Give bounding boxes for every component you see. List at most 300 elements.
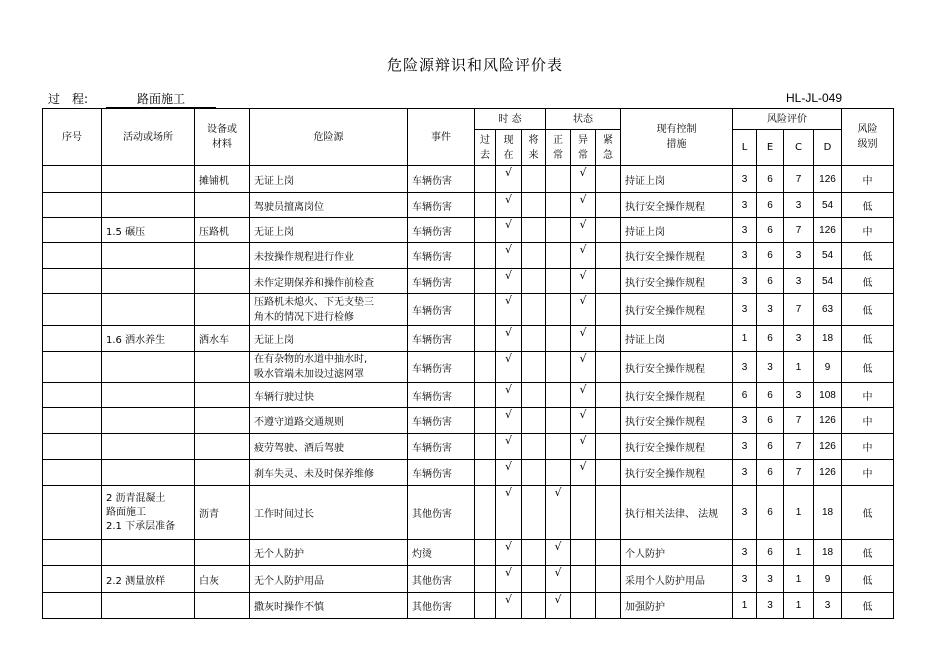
cell-event: 车辆伤害 bbox=[408, 269, 475, 294]
cell-hazard: 无证上岗 bbox=[250, 326, 408, 352]
cell-past bbox=[475, 540, 496, 566]
cell-now: √ bbox=[496, 383, 522, 408]
cell-past bbox=[475, 326, 496, 352]
cell-abnormal: √ bbox=[571, 383, 596, 408]
cell-activity: 1.6 洒水养生 bbox=[102, 326, 195, 352]
cell-emergency bbox=[596, 218, 621, 243]
table-row bbox=[43, 269, 894, 294]
cell-normal bbox=[546, 352, 571, 383]
cell-e: 3 bbox=[757, 566, 784, 593]
table-row bbox=[43, 434, 894, 460]
cell-event: 车辆伤害 bbox=[408, 434, 475, 460]
cell-e: 6 bbox=[757, 460, 784, 486]
cell-emergency bbox=[596, 193, 621, 218]
cell-future bbox=[522, 294, 546, 326]
cell-normal: √ bbox=[546, 486, 571, 540]
cell-abnormal bbox=[571, 540, 596, 566]
cell-now: √ bbox=[496, 593, 522, 619]
cell-event: 车辆伤害 bbox=[408, 243, 475, 269]
document-code: HL-JL-049 bbox=[786, 91, 843, 105]
cell-seq bbox=[43, 326, 102, 352]
cell-e: 6 bbox=[757, 218, 784, 243]
cell-seq bbox=[43, 540, 102, 566]
cell-equipment bbox=[195, 383, 250, 408]
cell-control: 个人防护 bbox=[621, 540, 733, 566]
cell-event: 车辆伤害 bbox=[408, 460, 475, 486]
cell-event: 灼烫 bbox=[408, 540, 475, 566]
header-future: 将 来 bbox=[522, 130, 546, 166]
cell-normal bbox=[546, 243, 571, 269]
cell-l: 3 bbox=[733, 486, 757, 540]
cell-activity bbox=[102, 294, 195, 326]
cell-normal: √ bbox=[546, 566, 571, 593]
cell-past bbox=[475, 383, 496, 408]
cell-seq bbox=[43, 193, 102, 218]
cell-future bbox=[522, 383, 546, 408]
table-row bbox=[43, 166, 894, 193]
table-row bbox=[43, 383, 894, 408]
cell-normal bbox=[546, 434, 571, 460]
cell-d: 54 bbox=[814, 193, 842, 218]
header-emergency: 紧 急 bbox=[596, 130, 621, 166]
cell-seq bbox=[43, 486, 102, 540]
cell-past bbox=[475, 593, 496, 619]
cell-d: 3 bbox=[814, 593, 842, 619]
cell-c: 3 bbox=[784, 383, 814, 408]
cell-c: 1 bbox=[784, 486, 814, 540]
table-row bbox=[43, 352, 894, 383]
cell-normal bbox=[546, 383, 571, 408]
cell-past bbox=[475, 218, 496, 243]
cell-seq bbox=[43, 383, 102, 408]
cell-control: 执行安全操作规程 bbox=[621, 193, 733, 218]
cell-normal bbox=[546, 193, 571, 218]
cell-emergency bbox=[596, 352, 621, 383]
cell-level: 低 bbox=[842, 566, 894, 593]
header-control: 现有控制 措施 bbox=[621, 109, 733, 166]
cell-equipment bbox=[195, 540, 250, 566]
cell-past bbox=[475, 166, 496, 193]
table-row bbox=[43, 540, 894, 566]
cell-seq bbox=[43, 218, 102, 243]
cell-abnormal: √ bbox=[571, 294, 596, 326]
cell-e: 6 bbox=[757, 326, 784, 352]
cell-e: 6 bbox=[757, 540, 784, 566]
cell-hazard: 在有杂物的水道中抽水时, 吸水管端未加设过滤网罩 bbox=[250, 352, 408, 383]
cell-past bbox=[475, 408, 496, 434]
cell-abnormal: √ bbox=[571, 326, 596, 352]
cell-l: 3 bbox=[733, 408, 757, 434]
header-L: L bbox=[733, 130, 757, 166]
cell-equipment: 洒水车 bbox=[195, 326, 250, 352]
table-row bbox=[43, 193, 894, 218]
cell-equipment bbox=[195, 434, 250, 460]
cell-c: 3 bbox=[784, 243, 814, 269]
cell-l: 3 bbox=[733, 243, 757, 269]
cell-equipment bbox=[195, 193, 250, 218]
cell-activity bbox=[102, 593, 195, 619]
cell-activity: 2 沥青混凝土 路面施工 2.1 下承层准备 bbox=[102, 486, 195, 540]
cell-e: 3 bbox=[757, 294, 784, 326]
page-title: 危险源辩识和风险评价表 bbox=[386, 56, 563, 74]
cell-abnormal: √ bbox=[571, 460, 596, 486]
cell-d: 9 bbox=[814, 566, 842, 593]
cell-future bbox=[522, 269, 546, 294]
cell-hazard: 车辆行驶过快 bbox=[250, 383, 408, 408]
header-equipment: 设备或 材料 bbox=[195, 109, 250, 166]
cell-hazard: 驾驶员擅离岗位 bbox=[250, 193, 408, 218]
cell-seq bbox=[43, 566, 102, 593]
cell-l: 3 bbox=[733, 352, 757, 383]
cell-l: 3 bbox=[733, 193, 757, 218]
cell-d: 126 bbox=[814, 408, 842, 434]
cell-control: 执行安全操作规程 bbox=[621, 243, 733, 269]
cell-d: 54 bbox=[814, 243, 842, 269]
cell-event: 车辆伤害 bbox=[408, 294, 475, 326]
cell-activity: 1.5 碾压 bbox=[102, 218, 195, 243]
cell-normal bbox=[546, 269, 571, 294]
header-normal: 正 常 bbox=[546, 130, 571, 166]
cell-future bbox=[522, 166, 546, 193]
table-row bbox=[43, 243, 894, 269]
cell-now: √ bbox=[496, 294, 522, 326]
cell-equipment bbox=[195, 269, 250, 294]
cell-normal: √ bbox=[546, 593, 571, 619]
cell-d: 126 bbox=[814, 434, 842, 460]
process-label: 过 程: bbox=[48, 92, 89, 106]
table-row bbox=[43, 486, 894, 540]
cell-level: 中 bbox=[842, 408, 894, 434]
cell-l: 3 bbox=[733, 540, 757, 566]
header-C: C bbox=[784, 130, 814, 166]
cell-d: 9 bbox=[814, 352, 842, 383]
cell-emergency bbox=[596, 383, 621, 408]
cell-now: √ bbox=[496, 269, 522, 294]
cell-event: 其他伤害 bbox=[408, 593, 475, 619]
cell-hazard: 无个人防护 bbox=[250, 540, 408, 566]
cell-emergency bbox=[596, 566, 621, 593]
table-row bbox=[43, 566, 894, 593]
cell-abnormal: √ bbox=[571, 269, 596, 294]
cell-future bbox=[522, 218, 546, 243]
cell-hazard: 刹车失灵、未及时保养维修 bbox=[250, 460, 408, 486]
cell-level: 低 bbox=[842, 593, 894, 619]
cell-now: √ bbox=[496, 408, 522, 434]
cell-equipment: 白灰 bbox=[195, 566, 250, 593]
cell-past bbox=[475, 243, 496, 269]
cell-hazard: 不遵守道路交通规则 bbox=[250, 408, 408, 434]
cell-activity bbox=[102, 460, 195, 486]
header-E: E bbox=[757, 130, 784, 166]
cell-normal: √ bbox=[546, 540, 571, 566]
cell-past bbox=[475, 434, 496, 460]
cell-d: 126 bbox=[814, 166, 842, 193]
cell-control: 持证上岗 bbox=[621, 166, 733, 193]
cell-now: √ bbox=[496, 193, 522, 218]
cell-emergency bbox=[596, 486, 621, 540]
cell-d: 126 bbox=[814, 460, 842, 486]
header-abnormal: 异 常 bbox=[571, 130, 596, 166]
cell-level: 低 bbox=[842, 352, 894, 383]
cell-abnormal bbox=[571, 566, 596, 593]
cell-level: 低 bbox=[842, 269, 894, 294]
cell-seq bbox=[43, 243, 102, 269]
cell-future bbox=[522, 193, 546, 218]
cell-future bbox=[522, 566, 546, 593]
cell-seq bbox=[43, 269, 102, 294]
cell-emergency bbox=[596, 593, 621, 619]
cell-hazard: 撒灰时操作不慎 bbox=[250, 593, 408, 619]
cell-l: 3 bbox=[733, 218, 757, 243]
cell-future bbox=[522, 243, 546, 269]
table-row bbox=[43, 326, 894, 352]
cell-c: 7 bbox=[784, 460, 814, 486]
cell-control: 加强防护 bbox=[621, 593, 733, 619]
cell-hazard: 无个人防护用品 bbox=[250, 566, 408, 593]
cell-activity bbox=[102, 434, 195, 460]
cell-hazard: 疲劳驾驶、酒后驾驶 bbox=[250, 434, 408, 460]
cell-d: 18 bbox=[814, 326, 842, 352]
cell-c: 3 bbox=[784, 269, 814, 294]
cell-past bbox=[475, 269, 496, 294]
cell-emergency bbox=[596, 294, 621, 326]
cell-future bbox=[522, 593, 546, 619]
cell-future bbox=[522, 326, 546, 352]
header-now: 现 在 bbox=[496, 130, 522, 166]
cell-d: 126 bbox=[814, 218, 842, 243]
cell-e: 6 bbox=[757, 269, 784, 294]
cell-hazard: 未按操作规程进行作业 bbox=[250, 243, 408, 269]
cell-past bbox=[475, 193, 496, 218]
header-risk-eval: 风险评价 bbox=[733, 109, 842, 130]
cell-level: 中 bbox=[842, 434, 894, 460]
cell-now: √ bbox=[496, 486, 522, 540]
cell-e: 6 bbox=[757, 408, 784, 434]
cell-emergency bbox=[596, 243, 621, 269]
cell-abnormal: √ bbox=[571, 408, 596, 434]
header-past: 过 去 bbox=[475, 130, 496, 166]
cell-l: 1 bbox=[733, 593, 757, 619]
cell-l: 3 bbox=[733, 566, 757, 593]
cell-control: 采用个人防护用品 bbox=[621, 566, 733, 593]
cell-emergency bbox=[596, 408, 621, 434]
header-D: D bbox=[814, 130, 842, 166]
table-row bbox=[43, 460, 894, 486]
cell-c: 7 bbox=[784, 434, 814, 460]
cell-seq bbox=[43, 352, 102, 383]
cell-normal bbox=[546, 294, 571, 326]
header-tense: 时 态 bbox=[475, 109, 546, 130]
cell-level: 中 bbox=[842, 218, 894, 243]
cell-control: 执行安全操作规程 bbox=[621, 460, 733, 486]
cell-level: 低 bbox=[842, 540, 894, 566]
cell-equipment: 沥青 bbox=[195, 486, 250, 540]
cell-hazard: 未作定期保养和操作前检查 bbox=[250, 269, 408, 294]
cell-future bbox=[522, 408, 546, 434]
cell-control: 持证上岗 bbox=[621, 218, 733, 243]
header-level: 风险 级别 bbox=[842, 109, 894, 166]
cell-control: 执行安全操作规程 bbox=[621, 352, 733, 383]
cell-past bbox=[475, 460, 496, 486]
cell-c: 1 bbox=[784, 593, 814, 619]
cell-e: 6 bbox=[757, 243, 784, 269]
cell-future bbox=[522, 540, 546, 566]
cell-equipment bbox=[195, 460, 250, 486]
cell-c: 1 bbox=[784, 540, 814, 566]
cell-event: 车辆伤害 bbox=[408, 408, 475, 434]
cell-l: 3 bbox=[733, 460, 757, 486]
cell-event: 车辆伤害 bbox=[408, 326, 475, 352]
cell-emergency bbox=[596, 460, 621, 486]
cell-activity: 2.2 测量放样 bbox=[102, 566, 195, 593]
cell-abnormal bbox=[571, 593, 596, 619]
cell-level: 低 bbox=[842, 294, 894, 326]
cell-normal bbox=[546, 408, 571, 434]
cell-c: 3 bbox=[784, 193, 814, 218]
cell-level: 中 bbox=[842, 460, 894, 486]
cell-e: 3 bbox=[757, 352, 784, 383]
cell-d: 108 bbox=[814, 383, 842, 408]
cell-c: 7 bbox=[784, 166, 814, 193]
cell-abnormal: √ bbox=[571, 218, 596, 243]
header-seq: 序号 bbox=[43, 109, 102, 166]
process-line bbox=[48, 90, 216, 108]
cell-d: 54 bbox=[814, 269, 842, 294]
cell-equipment bbox=[195, 408, 250, 434]
cell-c: 3 bbox=[784, 326, 814, 352]
cell-past bbox=[475, 294, 496, 326]
cell-future bbox=[522, 352, 546, 383]
cell-abnormal: √ bbox=[571, 193, 596, 218]
cell-past bbox=[475, 486, 496, 540]
cell-future bbox=[522, 460, 546, 486]
cell-emergency bbox=[596, 166, 621, 193]
cell-activity bbox=[102, 193, 195, 218]
header-activity: 活动或场所 bbox=[102, 109, 195, 166]
cell-e: 3 bbox=[757, 593, 784, 619]
cell-equipment: 压路机 bbox=[195, 218, 250, 243]
header-state: 状态 bbox=[546, 109, 621, 130]
cell-activity bbox=[102, 269, 195, 294]
cell-hazard: 压路机未熄火、下无支垫三 角木的情况下进行检修 bbox=[250, 294, 408, 326]
cell-now: √ bbox=[496, 243, 522, 269]
table-row bbox=[43, 408, 894, 434]
cell-future bbox=[522, 486, 546, 540]
cell-seq bbox=[43, 434, 102, 460]
cell-emergency bbox=[596, 540, 621, 566]
cell-control: 执行安全操作规程 bbox=[621, 269, 733, 294]
cell-event: 车辆伤害 bbox=[408, 383, 475, 408]
cell-level: 低 bbox=[842, 193, 894, 218]
cell-normal bbox=[546, 460, 571, 486]
cell-control: 执行安全操作规程 bbox=[621, 408, 733, 434]
cell-hazard: 无证上岗 bbox=[250, 166, 408, 193]
process-value: 路面施工 bbox=[106, 90, 216, 108]
cell-abnormal bbox=[571, 486, 596, 540]
cell-now: √ bbox=[496, 460, 522, 486]
cell-l: 3 bbox=[733, 269, 757, 294]
cell-l: 3 bbox=[733, 294, 757, 326]
cell-c: 7 bbox=[784, 218, 814, 243]
cell-event: 车辆伤害 bbox=[408, 193, 475, 218]
cell-control: 执行安全操作规程 bbox=[621, 383, 733, 408]
cell-activity bbox=[102, 352, 195, 383]
cell-seq bbox=[43, 294, 102, 326]
cell-event: 车辆伤害 bbox=[408, 218, 475, 243]
cell-l: 6 bbox=[733, 383, 757, 408]
header-event: 事件 bbox=[408, 109, 475, 166]
cell-abnormal: √ bbox=[571, 166, 596, 193]
cell-e: 6 bbox=[757, 193, 784, 218]
cell-normal bbox=[546, 166, 571, 193]
cell-equipment bbox=[195, 294, 250, 326]
hazard-table bbox=[42, 108, 894, 619]
cell-level: 低 bbox=[842, 243, 894, 269]
cell-c: 1 bbox=[784, 352, 814, 383]
cell-level: 中 bbox=[842, 383, 894, 408]
cell-level: 中 bbox=[842, 166, 894, 193]
cell-seq bbox=[43, 460, 102, 486]
cell-future bbox=[522, 434, 546, 460]
cell-c: 1 bbox=[784, 566, 814, 593]
cell-seq bbox=[43, 166, 102, 193]
cell-e: 6 bbox=[757, 434, 784, 460]
cell-control: 执行安全操作规程 bbox=[621, 294, 733, 326]
table-row bbox=[43, 218, 894, 243]
cell-level: 低 bbox=[842, 486, 894, 540]
cell-l: 1 bbox=[733, 326, 757, 352]
cell-d: 18 bbox=[814, 486, 842, 540]
cell-now: √ bbox=[496, 166, 522, 193]
table-row bbox=[43, 294, 894, 326]
table-row bbox=[43, 593, 894, 619]
cell-abnormal: √ bbox=[571, 352, 596, 383]
cell-e: 6 bbox=[757, 166, 784, 193]
cell-emergency bbox=[596, 434, 621, 460]
cell-activity bbox=[102, 166, 195, 193]
cell-l: 3 bbox=[733, 434, 757, 460]
cell-abnormal: √ bbox=[571, 434, 596, 460]
cell-level: 低 bbox=[842, 326, 894, 352]
cell-control: 执行相关法律、 法规 bbox=[621, 486, 733, 540]
cell-equipment bbox=[195, 352, 250, 383]
header-hazard: 危险源 bbox=[250, 109, 408, 166]
cell-now: √ bbox=[496, 352, 522, 383]
cell-past bbox=[475, 566, 496, 593]
cell-control: 持证上岗 bbox=[621, 326, 733, 352]
cell-equipment bbox=[195, 593, 250, 619]
cell-emergency bbox=[596, 269, 621, 294]
cell-equipment bbox=[195, 243, 250, 269]
cell-e: 6 bbox=[757, 486, 784, 540]
cell-event: 车辆伤害 bbox=[408, 166, 475, 193]
cell-activity bbox=[102, 383, 195, 408]
cell-activity bbox=[102, 243, 195, 269]
cell-past bbox=[475, 352, 496, 383]
cell-now: √ bbox=[496, 218, 522, 243]
cell-now: √ bbox=[496, 540, 522, 566]
cell-event: 车辆伤害 bbox=[408, 352, 475, 383]
cell-normal bbox=[546, 218, 571, 243]
cell-seq bbox=[43, 593, 102, 619]
cell-event: 其他伤害 bbox=[408, 566, 475, 593]
cell-equipment: 摊铺机 bbox=[195, 166, 250, 193]
cell-seq bbox=[43, 408, 102, 434]
cell-now: √ bbox=[496, 434, 522, 460]
cell-normal bbox=[546, 326, 571, 352]
cell-hazard: 无证上岗 bbox=[250, 218, 408, 243]
cell-e: 6 bbox=[757, 383, 784, 408]
